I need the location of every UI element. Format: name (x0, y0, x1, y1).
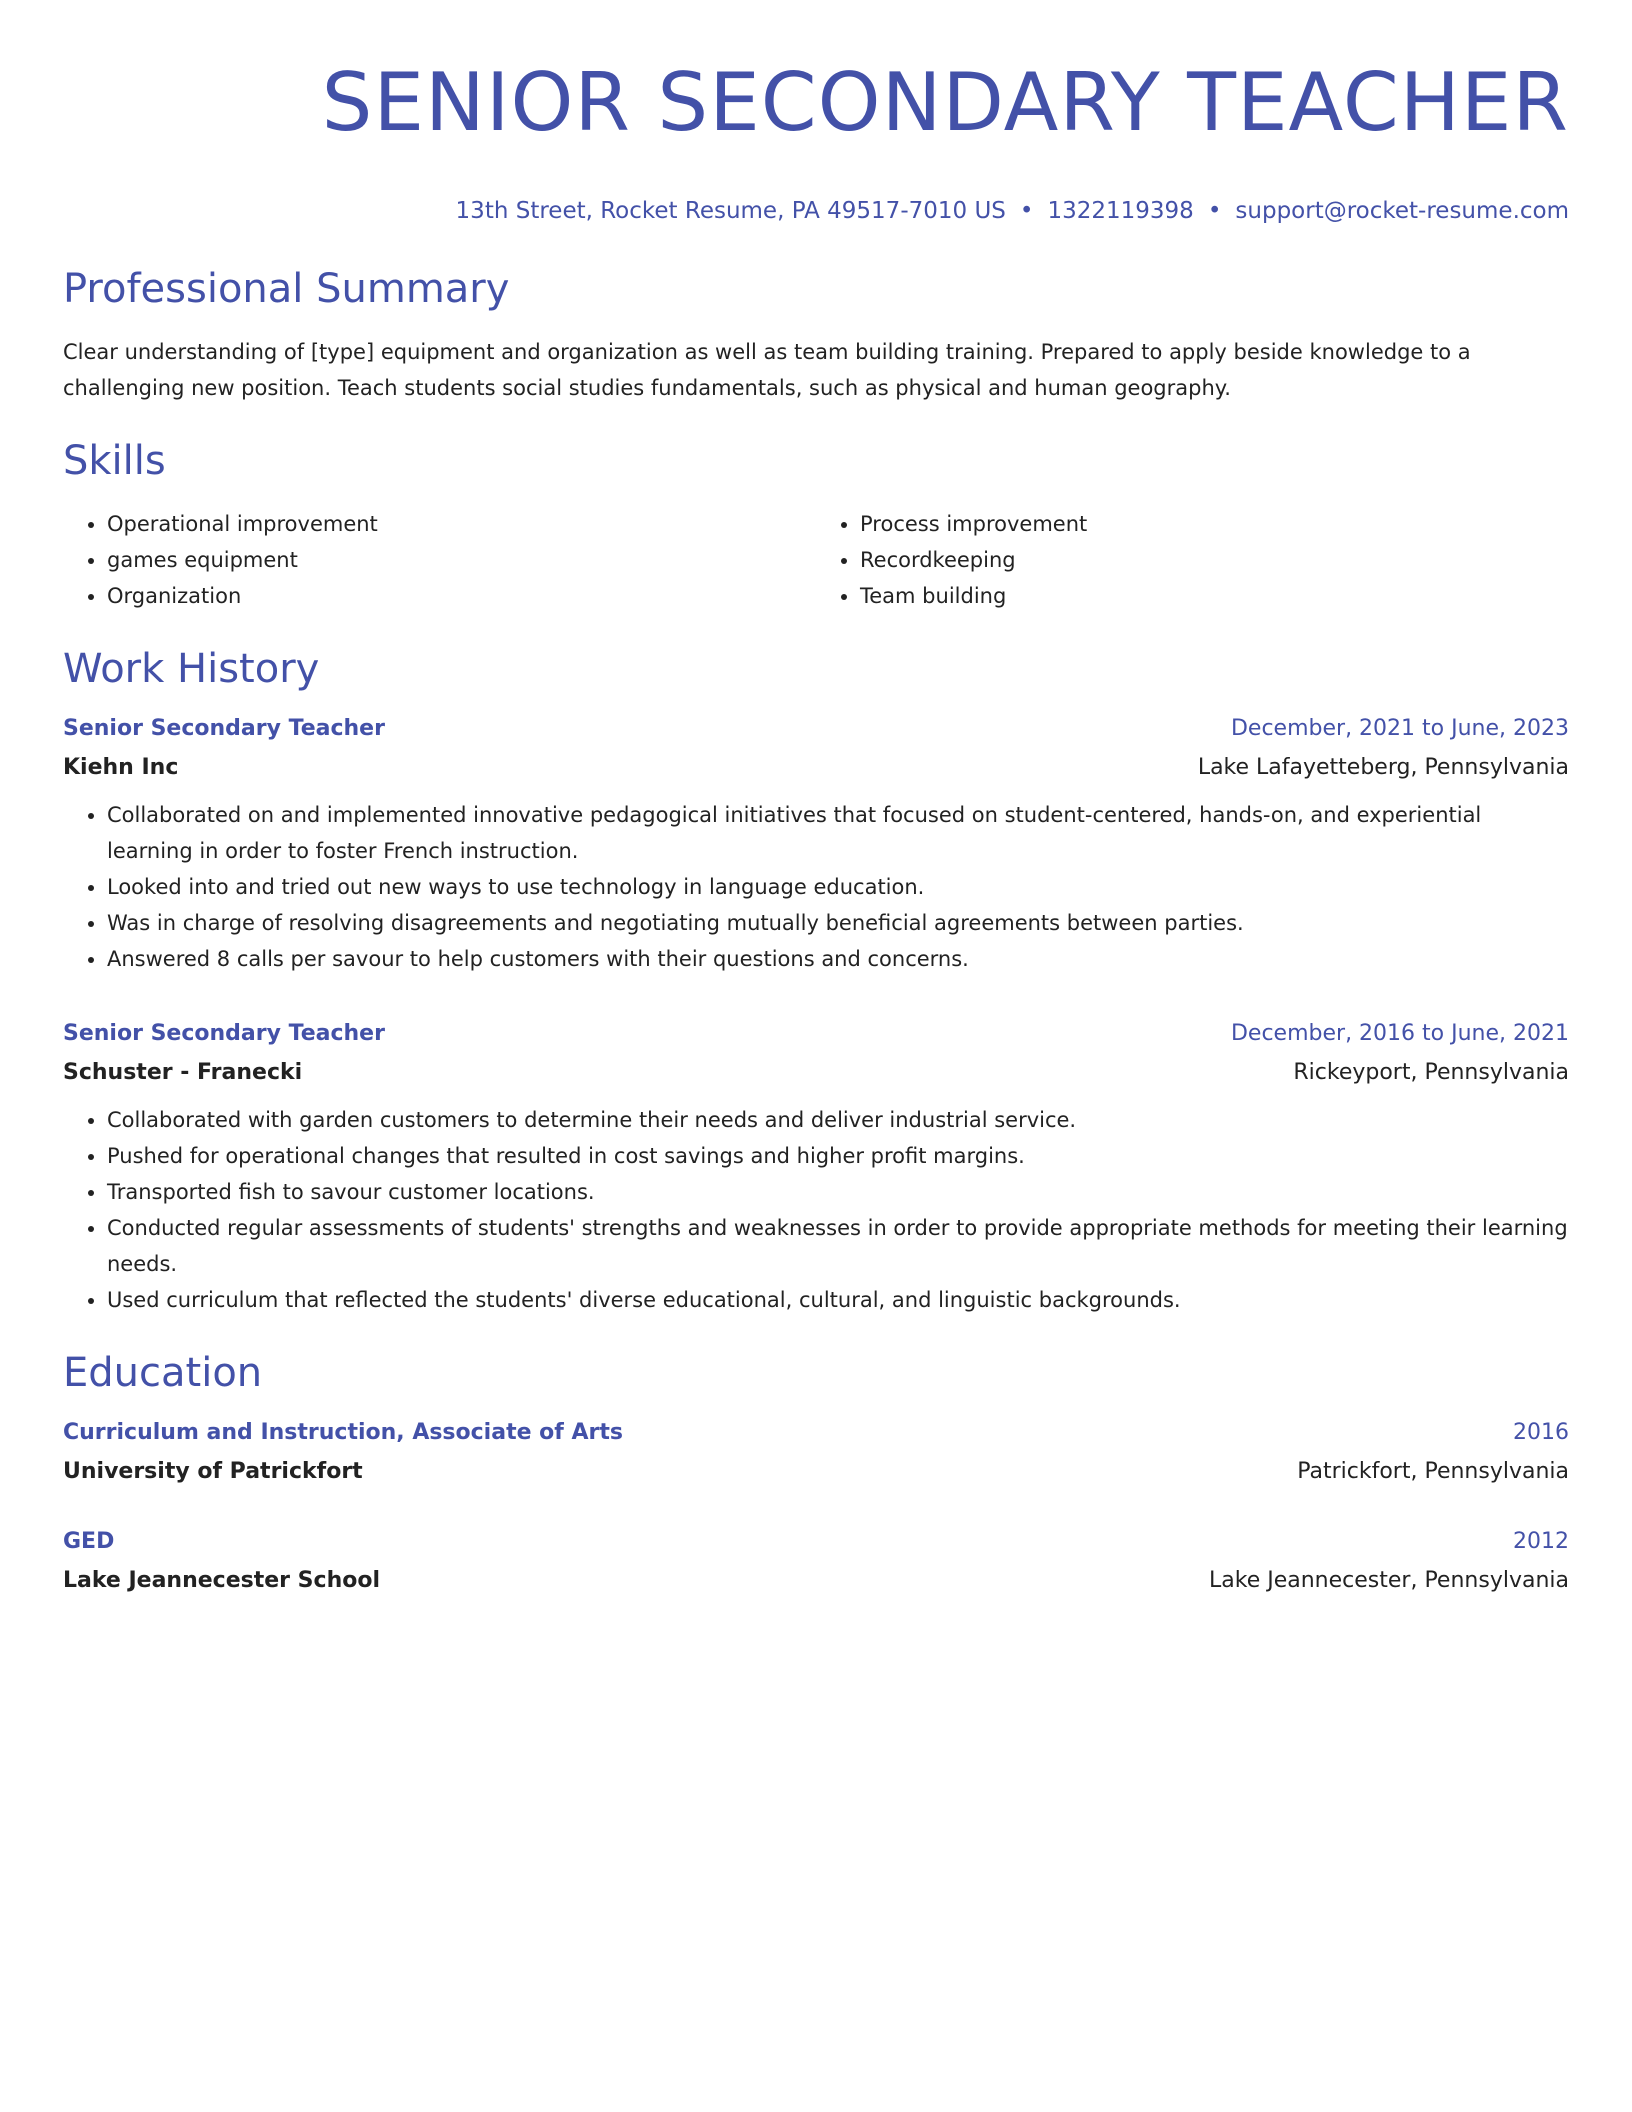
work-entry (63, 1019, 1569, 1318)
skills-heading: Skills (63, 438, 166, 484)
school-name: Lake Jeannecester School (63, 1568, 381, 1593)
job-bullet: • Collaborated with garden customers to determine their needs and deliver industrial service. (107, 1102, 1569, 1138)
job-location: Rickeyport, Pennsylvania (1293, 1060, 1569, 1085)
school-location: Lake Jeannecester, Pennsylvania (1209, 1568, 1569, 1593)
job-bullet: • Conducted regular assessments of students' strengths and weaknesses in order to provide appropriate methods for meeting their learning needs. (107, 1210, 1569, 1282)
summary-text: Clear understanding of [type] equipment and organization as well as team building training. Prepared to apply beside knowledge to a challenging new position. Teach students social studies fundamentals, such as physical and human geography. (63, 340, 1471, 400)
contact-separator: • (1207, 198, 1222, 224)
skill-item: • Recordkeeping (860, 542, 1569, 578)
skill-item: • Team building (860, 578, 1569, 614)
degree-name: Curriculum and Instruction, Associate of Arts (63, 1420, 624, 1445)
contact-address: 13th Street, Rocket Resume, PA 49517-7010 US (455, 198, 1006, 224)
skills-grid (63, 506, 1569, 614)
skill-item: • Organization (107, 578, 816, 614)
education-entry (63, 1418, 1569, 1487)
job-bullet: • Was in charge of resolving disagreements and negotiating mutually beneficial agreements between parties. (107, 905, 1569, 941)
contact-phone: 1322119398 (1047, 198, 1194, 224)
job-bullet: • Pushed for operational changes that resulted in cost savings and higher profit margins. (107, 1138, 1569, 1174)
job-title: Senior Secondary Teacher (63, 716, 385, 741)
education-entry-header (63, 1418, 1569, 1448)
contact-separator: • (1019, 198, 1034, 224)
job-bullet: • Collaborated on and implemented innovative pedagogical initiatives that focused on student-centered, hands-on, and experiential learning in order to foster French instruction. (107, 797, 1569, 869)
skills-left-column (63, 506, 816, 614)
school-location: Patrickfort, Pennsylvania (1297, 1459, 1569, 1484)
skill-item: • Process improvement (860, 506, 1569, 542)
contact-line (63, 196, 1569, 226)
job-bullet: • Looked into and tried out new ways to use technology in language education. (107, 869, 1569, 905)
work-entry-header (63, 1019, 1569, 1049)
job-bullet: • Used curriculum that reflected the students' diverse educational, cultural, and linguistic backgrounds. (107, 1282, 1569, 1318)
job-bullets (63, 1102, 1569, 1318)
summary-heading: Professional Summary (63, 266, 510, 312)
job-location: Lake Lafayetteberg, Pennsylvania (1197, 755, 1569, 780)
work-entry-header (63, 714, 1569, 744)
job-dates: December, 2021 to June, 2023 (1230, 716, 1569, 741)
contact-email: support@rocket-resume.com (1235, 198, 1569, 224)
resume-name: SENIOR SECONDARY TEACHER (321, 56, 1569, 149)
education-entry (63, 1527, 1569, 1596)
job-bullet: • Answered 8 calls per savour to help customers with their questions and concerns. (107, 941, 1569, 977)
employer-name: Kiehn Inc (63, 755, 179, 780)
work-entry (63, 714, 1569, 977)
work-history-heading: Work History (63, 646, 320, 692)
job-bullets (63, 797, 1569, 977)
employer-name: Schuster - Franecki (63, 1060, 303, 1085)
skill-item: • games equipment (107, 542, 816, 578)
education-entry-header (63, 1527, 1569, 1557)
education-entry-subheader (63, 1566, 1569, 1596)
graduation-year: 2012 (1513, 1529, 1569, 1554)
job-title: Senior Secondary Teacher (63, 1021, 385, 1046)
school-name: University of Patrickfort (63, 1459, 363, 1484)
skills-right-column (816, 506, 1569, 614)
skill-item: • Operational improvement (107, 506, 816, 542)
graduation-year: 2016 (1513, 1420, 1569, 1445)
degree-name: GED (63, 1529, 115, 1554)
job-dates: December, 2016 to June, 2021 (1230, 1021, 1569, 1046)
work-entry-subheader (63, 1058, 1569, 1088)
work-entry-subheader (63, 753, 1569, 783)
job-bullet: • Transported fish to savour customer locations. (107, 1174, 1569, 1210)
education-entry-subheader (63, 1457, 1569, 1487)
education-heading: Education (63, 1350, 263, 1396)
